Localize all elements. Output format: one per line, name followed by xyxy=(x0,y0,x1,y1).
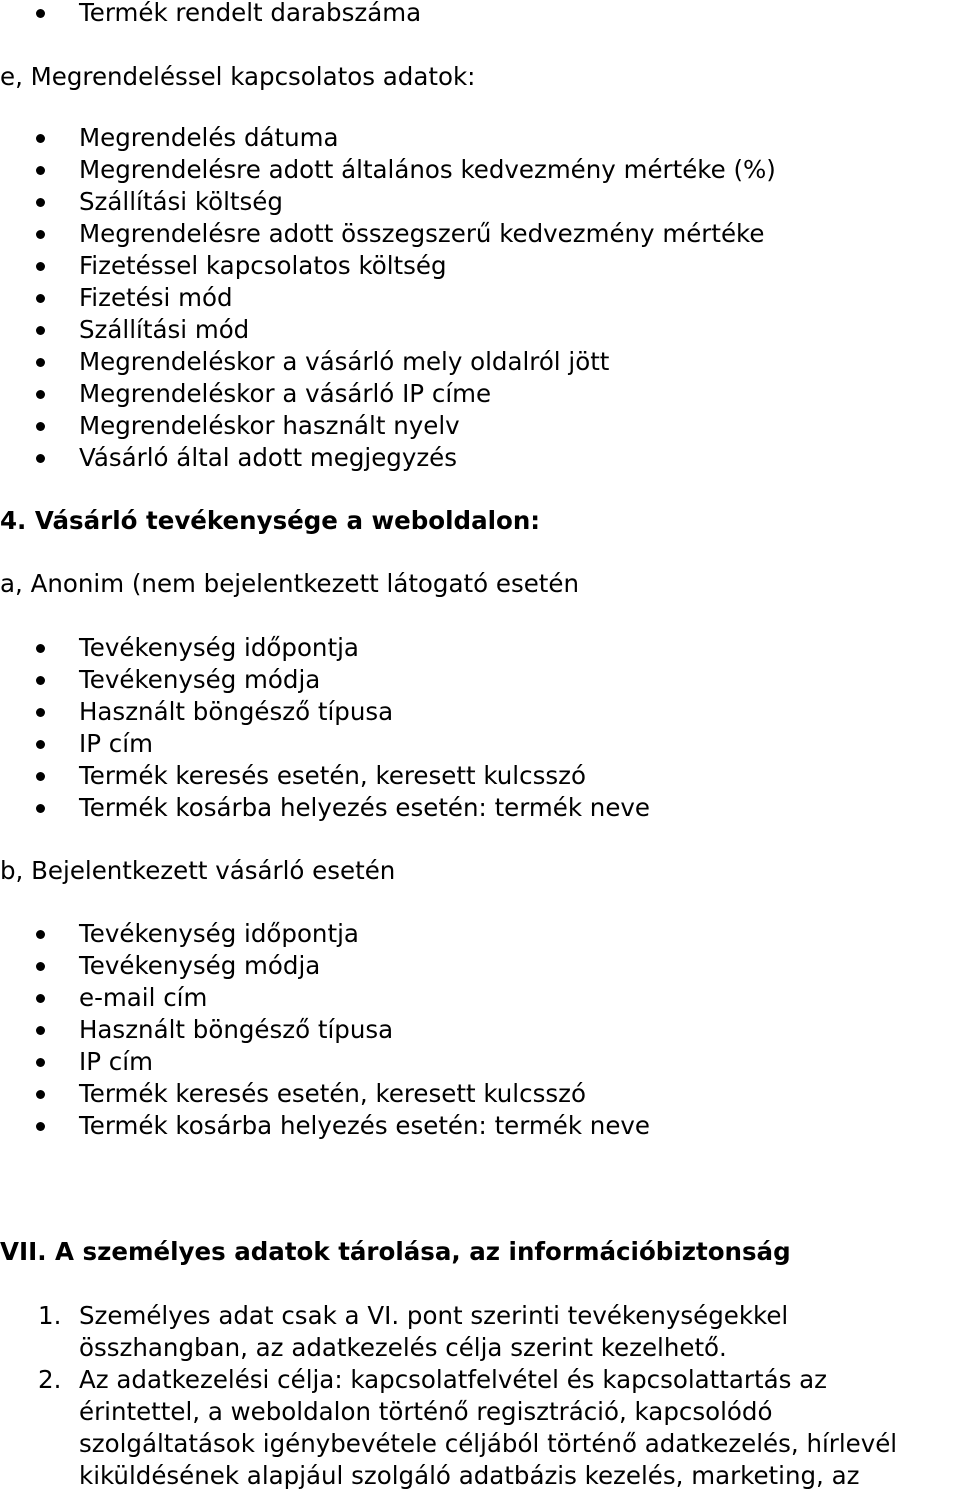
subsection-heading-anonymous: a, Anonim (nem bejelentkezett látogató esetén xyxy=(0,569,579,598)
point-number: 1. xyxy=(38,1301,62,1330)
bullet-icon xyxy=(36,230,45,239)
bullet-icon xyxy=(36,198,45,207)
point-text-line: Az adatkezelési célja: kapcsolatfelvétel és kapcsolattartás az xyxy=(79,1365,828,1394)
bullet-icon xyxy=(36,166,45,175)
bullet-icon xyxy=(36,326,45,335)
bullet-icon xyxy=(36,1122,45,1131)
subsection-heading-logged-in: b, Bejelentkezett vásárló esetén xyxy=(0,856,396,885)
section-heading-4: 4. Vásárló tevékenysége a weboldalon: xyxy=(0,506,541,535)
bullet-icon xyxy=(36,390,45,399)
point-number: 2. xyxy=(38,1365,62,1394)
bullet-icon xyxy=(36,804,45,813)
point-text-line: összhangban, az adatkezelés célja szerint kezelhető. xyxy=(79,1333,727,1362)
point-text-line: szolgáltatások igénybevétele céljából történő adatkezelés, hírlevél xyxy=(79,1429,898,1458)
point-text-line: Személyes adat csak a VI. pont szerinti tevékenységekkel xyxy=(79,1301,789,1330)
bullet-icon xyxy=(36,454,45,463)
bullet-icon xyxy=(36,772,45,781)
bullet-icon xyxy=(36,262,45,271)
bullet-icon xyxy=(36,930,45,939)
bullet-icon xyxy=(36,676,45,685)
bullet-icon xyxy=(36,9,45,18)
bullet-icon xyxy=(36,422,45,431)
point-text-line: kiküldésének alapjául szolgáló adatbázis kezelés, marketing, az xyxy=(79,1461,860,1490)
section-heading-order-data: e, Megrendeléssel kapcsolatos adatok: xyxy=(0,62,476,91)
bullet-icon xyxy=(36,1058,45,1067)
bullet-icon xyxy=(36,994,45,1003)
bullet-icon xyxy=(36,358,45,367)
bullet-icon xyxy=(36,1090,45,1099)
bullet-icon xyxy=(36,644,45,653)
bullet-icon xyxy=(36,1026,45,1035)
point-text-line: érintettel, a weboldalon történő regisztráció, kapcsolódó xyxy=(79,1397,773,1426)
bullet-icon xyxy=(36,962,45,971)
bullet-icon xyxy=(36,294,45,303)
bullet-icon xyxy=(36,740,45,749)
bullet-icon xyxy=(36,134,45,143)
bullet-icon xyxy=(36,708,45,717)
section-heading-vii: VII. A személyes adatok tárolása, az információbiztonság xyxy=(0,1237,791,1266)
